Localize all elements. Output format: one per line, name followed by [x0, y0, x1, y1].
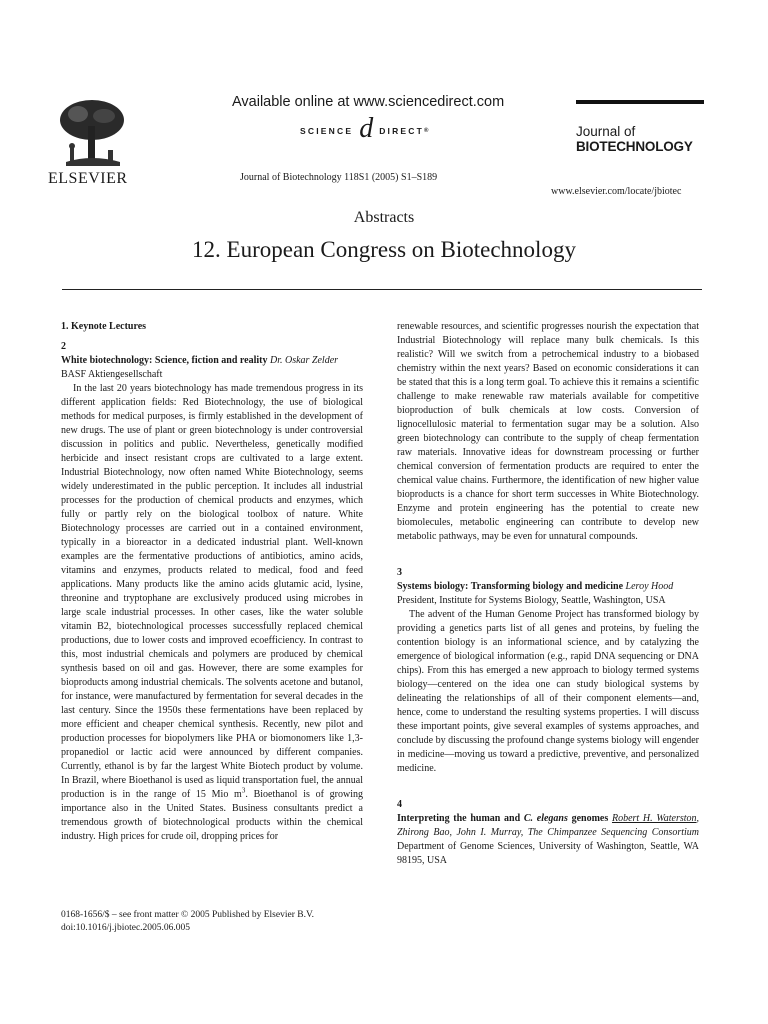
- available-online-text: Available online at www.sciencedirect.com: [232, 94, 505, 110]
- footer: [61, 909, 314, 935]
- publisher-wordmark: ELSEVIER: [48, 170, 128, 187]
- abstract-title-line: [61, 354, 363, 368]
- sd-logo-reg: ®: [424, 128, 431, 134]
- abstract-body: [61, 382, 363, 844]
- journal-reference: Journal of Biotechnology 118S1 (2005) S1–S189: [240, 172, 438, 183]
- abstract-title-italic: C. elegans: [523, 813, 568, 824]
- journal-url-link[interactable]: www.elsevier.com/locate/jbiotec: [551, 186, 682, 197]
- abstract-body-tail: . Bioethanol is of growing importance also in the United States. Business consultants predict a tremendous growth of biotechnological products within the chemical industry. High prices for crude oil, dropping prices for: [61, 789, 363, 842]
- abstract-author: Dr. Oskar Zelder: [269, 355, 339, 366]
- page-title: 12. European Congress on Biotechnology: [192, 237, 576, 262]
- sciencedirect-logo: [300, 113, 431, 146]
- abstract-continuation: renewable resources, and scientific progresses nourish the expectation that Industrial Biotechnology will replace many bulk chemicals. Is this realistic? Will we switch from a petrochemical industry to a biobased chemistry within the next years? Based on economic considerations it can be stated that this is a long term goal. To achieve this it remains a scientific challenge to make renewable raw materials available for competitive bioproduction of bulk chemicals at low costs. Conversion of lignocellulosic material to fermentation sugar may be a solution. Also green biotechnology can contribute to the supply of cheap fermentation raw materials. Innovative ideas for downstream processing or further chemical conversion of fermentation products are required to enter the chemical value chains. Furthermore, the identification of new higher value bioproducts is a chance for short term successes in White Biotechnology. Enzyme and protein engineering has the potential to create new biomolecules, metabolic engineering can contribute to develop new metabolic pathways, may be even for unnatural compounds.: [397, 321, 699, 542]
- journal-logo-line1: Journal of: [576, 124, 636, 139]
- sd-logo-left: SCIENCE: [300, 126, 354, 136]
- footer-copyright: 0168-1656/$ – see front matter © 2005 Published by Elsevier B.V.: [61, 910, 314, 920]
- abstract-presenting-author: Robert H. Waterston: [611, 813, 697, 824]
- header-divider: [62, 289, 702, 290]
- abstract-author: Leroy Hood: [625, 581, 674, 592]
- abstract-number: 2: [61, 341, 66, 352]
- abstract-affiliation: President, Institute for Systems Biology, Seattle, Washington, USA: [397, 595, 666, 606]
- abstract-title: Systems biology: Transforming biology and medicine: [397, 581, 624, 592]
- abstract-title-line: [397, 580, 699, 594]
- abstract-body-superscript: 3: [241, 786, 246, 795]
- abstract-number: 4: [397, 799, 402, 810]
- abstract-affiliation: Department of Genome Sciences, University of Washington, Seattle, WA 98195, USA: [397, 841, 699, 866]
- journal-logo-line2: BIOTECHNOLOGY: [576, 139, 693, 154]
- sd-logo-right: DIRECT: [379, 126, 425, 136]
- abstract-title: White biotechnology: Science, fiction and reality: [61, 355, 268, 366]
- abstract-body-text: In the last 20 years biotechnology has made tremendous progress in its different application fields: Red Biotechnology, the use of biological methods for medical purposes, is firmly established in the development of new drugs. The use of plant or green biotechnology is under controversial discussion in politics and public. Nevertheless, genetically modified herbicide and insect resistant crops are cultivated to a large extent. Industrial Biotechnology, now often named White Biotechnology, seems widely underestimated in the public perception. It includes all industrial processes for the production of chemical products and enzymes, which fully or partly rely on the biological toolbox of nature. White Biotechnology processes are carried out in a contained environment, typically in a bioreactor in a dedicated industrial plant. Well-known examples are the fermentative productions of antibiotics, amino acids, vitamins and enzymes, products related to medical, food and feed applications. Many products like the amino acids glutamic acid, lysine, threonine and tryptophane are exclusively produced using microbes in large scale industrial processes. In other cases, like the water soluble vitamin B2, biotechnological processes successfully replaced chemical productions, due to lower costs and improved ecoefficiency. In contrast to this, most industrial chemicals and polymers are produced by chemical synthesis based on oil and gas. However, there are some examples for bioproducts among industrial chemicals. The solvents acetone and butanol, for instance, were manufactured by fermentation for several decades in the last century. Since the 1950s these fermentations have been replaced by more efficient and cheaper chemical synthesis. Recently, new pilot and production processes for biopolymers like PHA or biomonomers like 1,3-propanediol or lactic acid were announced by different companies. Currently, ethanol is by far the largest White Biotech product by volume. In Brazil, where Bioethanol is used as liquid transportation fuel, the annual production is in the range of 15 Mio m: [61, 383, 363, 800]
- abstract-affiliation: BASF Aktiengesellschaft: [61, 369, 163, 380]
- section-heading: 1. Keynote Lectures: [61, 321, 147, 332]
- left-column: [61, 320, 363, 844]
- elsevier-tree-logo: [56, 96, 128, 168]
- abstract-number: 3: [397, 567, 402, 578]
- right-column: [397, 320, 699, 868]
- abstract-title-part: Interpreting the human and: [397, 813, 521, 824]
- abstract-body: The advent of the Human Genome Project has transformed biology by providing a genetics parts list of all genes and proteins, by fueling the contention biology is an informational science, and by catalyzing the emergence of biological information (e.g., rapid DNA sequencing or DNA chips). From this has emerged a new approach to biology termed systems biology—centered on the idea one can study biological systems by delineating the relationships of all of their component elements—and, hence, come to understand the resulting systems properties. I will discuss these important points, give several examples of systems approaches, and conclude by discussing the profound change systems biology will engender in medicine—moving us toward a predictive, preventive, and personalized medicine.: [397, 609, 699, 774]
- journal-logo: [576, 124, 693, 154]
- journal-logo-rule: [576, 100, 704, 104]
- abstract-coauthors: , Zhirong Bao, John I. Murray, The Chimpanzee Sequencing Consortium: [397, 813, 700, 838]
- section-label: Abstracts: [353, 209, 415, 226]
- footer-doi: doi:10.1016/j.jbiotec.2005.06.005: [61, 923, 191, 933]
- abstract-title-line: [397, 812, 699, 868]
- abstract-title-part: genomes: [571, 813, 609, 824]
- sd-logo-at-icon: d: [359, 113, 374, 144]
